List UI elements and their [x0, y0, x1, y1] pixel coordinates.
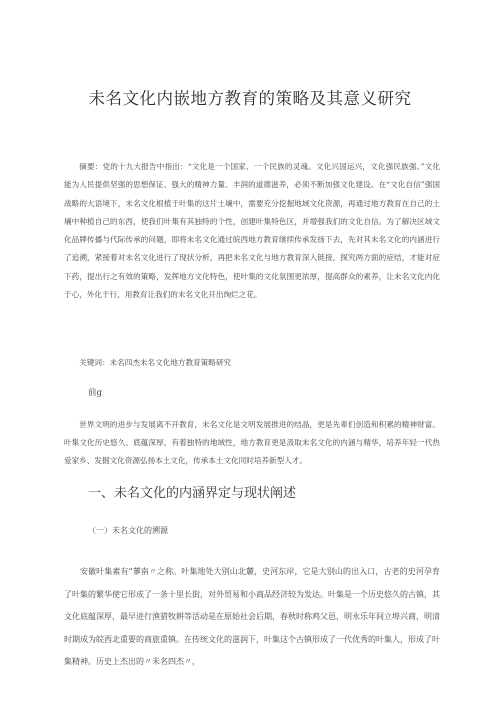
preface-heading: 前g: [88, 388, 102, 398]
keywords-line: 关键词：未名四杰未名文化地方教育策略研究: [79, 358, 232, 367]
abstract-paragraph: 摘要：党的十九大报告中指出：“文化是一个国家、一个民族的灵魂。文化兴国运兴，文化强民族强。”文化能为人民提供坚强的思想保证、强大的精神力量、丰润的道德滋养，必须不断加强文化建设。在“文化自信”强国战略的大语境下，未名文化根植于叶集的这片土壤中，需要充分挖掘地域文化资源，再通过地方教育在自己的土壤中种植自己的东西，使我们叶集有其独特的个性，创建叶集特色区，并增强我们的文化自信。为了解决区域文化品牌传播与代际传承的问题，即将未名文化通过皖西地方教育继续传承发扬下去，先对其未名文化的内涵进行了追溯，紧接着对未名文化进行了现状分析，再把未名文化与地方教育深入链接，探究两方面的症结，才能对症下药，提出行之有效的策略，发挥地方文化特色，使叶集的文化氛围更浓厚，提高群众的素养，让未名文化内化于心，外化于行，用教育让我们的未名文化开出绚烂之花。: [64, 162, 440, 300]
paper-title: 未名文化内嵌地方教育的策略及其意义研究: [88, 89, 412, 108]
intro-paragraph: 世界文明的进步与发展离不开教育，未名文化是文明发展推进的结晶，更是先辈们创造和积累的精神财富。叶集文化历史悠久、底蕴深厚，有着独特的地域性，地方教育更是汲取未名文化的内涵与精华，培养年轻一代热爱家乡、发掘文化资源弘扬本土文化，传承本土文化同时培养新型人才。: [64, 420, 440, 465]
section-heading: 一、未名文化的内涵界定与现状阐述: [88, 486, 297, 501]
body-paragraph: 安徽叶集素有“蓼南〃之称。叶集地处大别山北麓，史河东岸，它是大别山的出入口，古老的史河孕育了叶集的繁华使它形成了一条十里长街，对外贸易和小商品经济较为发达。叶集是一个历史悠久的古镇，其文化底蕴深厚，最早进行渔猎牧耕等活动是在原始社会后期，春秋时称鸡父邑，明永乐年间立埠兴商，明清时期成为皖西北重要的商旅重镇。在传统文化的滋润下，叶集这个古镇形成了一代优秀的叶集人，形成了叶集精神。历史上杰出的〃未名四杰〃，: [64, 567, 440, 666]
subsection-heading: （一）未名文化的溯源: [88, 526, 168, 535]
